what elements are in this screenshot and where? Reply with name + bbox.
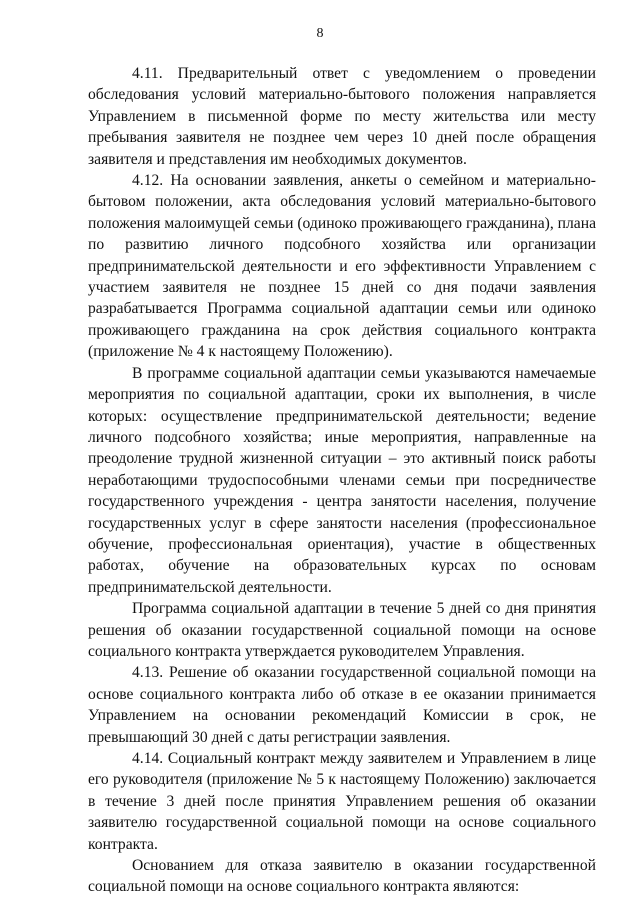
paragraph-4-13: 4.13. Решение об оказании государственной социальной помощи на основе социального контракта либо об отказе в ее оказании принимается Управлением на основании рекомендаций Комиссии в срок, не превышающий 30 дней с даты регистрации заявления. [88, 664, 596, 746]
paragraph-4-14: 4.14. Социальный контракт между заявителем и Управлением в лице его руководителя (приложение № 5 к настоящему Положению) заключается в течение 3 дней после принятия Управлением решения об оказании заявителю государственной социальной помощи на основе социального контракта. [88, 750, 596, 853]
paragraph-adaptation-measures: В программе социальной адаптации семьи указываются намечаемые мероприятия по социальной адаптации, сроки их выполнения, в числе которых: осуществление предпринимательской деятельности; ведение личного подсобного хозяйства; иные мероприятия, направленные на преодоление трудной жизненной ситуации – это активный поиск работы неработающими трудоспособными членами семьи при посредничестве государственного учреждения - центра занятости населения, получение государственных услуг в сфере занятости населения (профессиональное обучение, профессиональная ориентация), участие в общественных работах, обучение на образовательных курсах по основам предпринимательской деятельности. [88, 364, 596, 596]
paragraph-program-approval: Программа социальной адаптации в течение 5 дней со дня принятия решения об оказании государственной социальной помощи на основе социального контракта утверждается руководителем Управления. [88, 600, 596, 660]
paragraph-4-11: 4.11. Предварительный ответ с уведомлением о проведении обследования условий материально-бытового положения направляется Управлением в письменной форме по месту жительства или месту пребывания заявителя не позднее чем через 10 дней после обращения заявителя и представления им необходимых документов. [88, 65, 596, 168]
paragraph-refusal-grounds: Основанием для отказа заявителю в оказании государственной социальной помощи на основе социального контракта являются: [88, 857, 596, 896]
paragraph-4-12: 4.12. На основании заявления, анкеты о семейном и материально-бытовом положении, акта обследования условий материально-бытового положения малоимущей семьи (одиноко проживающего гражданина), плана по развитию личного подсобного хозяйства или организации предпринимательской деятельности и его эффективности Управлением с участием заявителя не позднее 15 дней со дня подачи заявления разрабатывается Программа социальной адаптации семьи или одиноко проживающего гражданина на срок действия социального контракта (приложение № 4 к настоящему Положению). [88, 172, 596, 361]
document-body [88, 63, 596, 898]
page-number: 8 [316, 26, 324, 41]
